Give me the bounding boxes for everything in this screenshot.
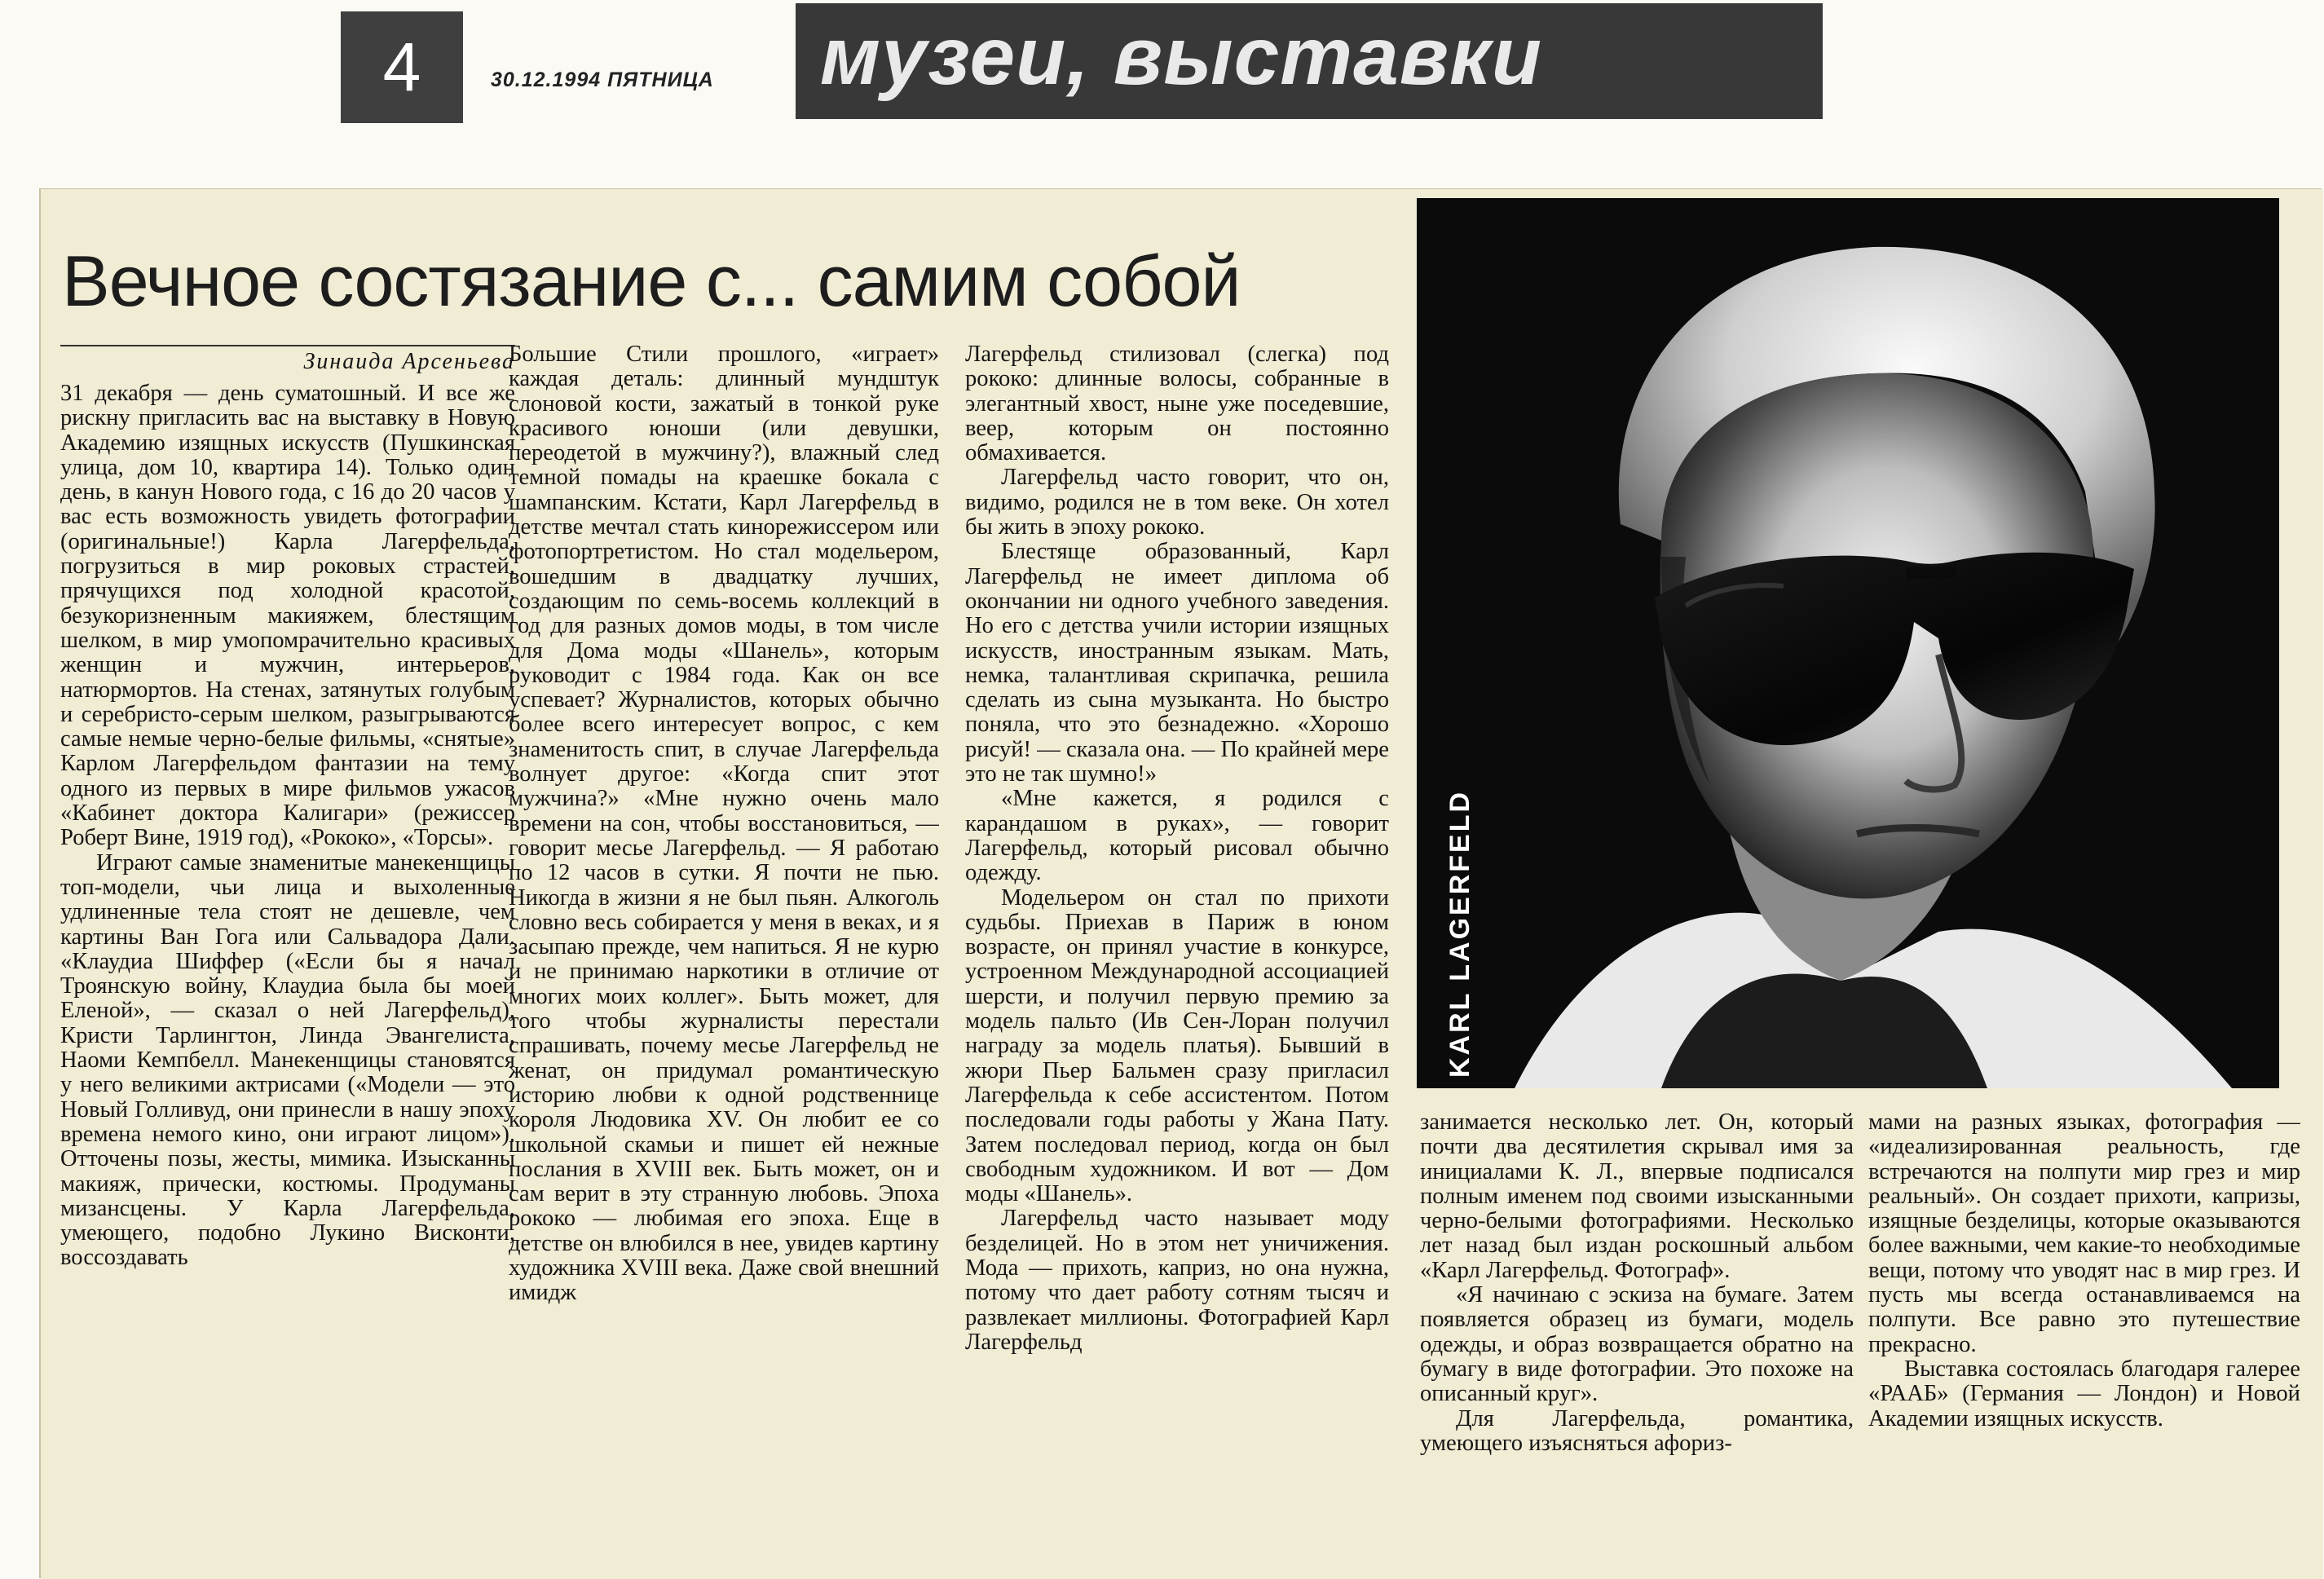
byline-rule [60, 345, 515, 346]
paragraph: Выставка состоялась благодаря галерее «РААБ» (Германия — Лондон) и Новой Академии изящных искусств. [1868, 1356, 2300, 1431]
article-column-4 [1420, 1110, 1854, 1550]
article-column-1 [60, 382, 515, 1555]
page-number: 4 [341, 11, 463, 123]
paragraph: Лагерфельд часто называет моду безделицей. Но в этом нет уничижения. Мода — прихоть, каприз, но она нужна, потому что дает работу сотням тысяч и развлекает миллионы. Фотографией Карл Лагерфельд [965, 1206, 1389, 1355]
paragraph: занимается несколько лет. Он, который почти два десятилетия скрывал имя за инициалами К. Л., впервые подписался полным именем под своими изысканными черно-белыми фотографиями. Несколько лет назад был издан роскошный альбом «Карл Лагерфельд. Фотограф». [1420, 1110, 1854, 1283]
portrait-illustration [1417, 198, 2279, 1088]
article-byline: Зинаида Арсеньева [303, 349, 515, 374]
paragraph: «Мне кажется, я родился с карандашом в руках», — говорит Лагерфельд, который рисовал обычно одежду. [965, 786, 1389, 886]
article-column-2 [509, 342, 939, 1555]
paragraph: Лагерфельд стилизовал (слегка) под рококо: длинные волосы, собранные в элегантный хвост, ныне уже поседевшие, веер, которым он постоянно обмахивается. [965, 342, 1389, 466]
issue-date: 30.12.1994 ПЯТНИЦА [491, 68, 714, 91]
paragraph: Большие Стили прошлого, «играет» каждая деталь: длинный мундштук слоновой кости, зажатый в тонкой руке красивого юноши (или девушки, переодетой в мужчину?), влажный след темной помады на краешке бокала с шампанским. Кстати, Карл Лагерфельд в детстве мечтал стать кинорежиссером или фотопортретистом. Но стал модельером, вошедшим в двадцатку лучших, создающим по семь-восемь коллекций в год для разных домов моды, в том числе для Дома моды «Шанель», которым руководит с 1984 года. Как он все успевает? Журналистов, которых обычно более всего интересует вопрос, с кем знаменитость спит, в случае Лагерфельда волнует другое: «Когда спит этот мужчина?» «Мне нужно очень мало времени на сон, чтобы восстановиться, — говорит месье Лагерфельд. — Я работаю по 12 часов в сутки. Я почти не пью. Никогда в жизни я не был пьян. Алкоголь словно весь собирается у меня в веках, и я засыпаю прежде, чем напиться. Я не курю и не принимаю наркотики в отличие от многих моих коллег». Быть может, для того чтобы журналисты перестали спрашивать, почему месье Лагерфельд не женат, он придумал романтическую историю любви к одной родственнице короля Людовика XV. Он любит ее со школьной скамьи и пишет ей нежные послания в XVIII век. Быть может, он и сам верит в эту странную любовь. Эпоха рококо — любимая его эпоха. Еще в детстве он влюбился в нее, увидев картину художника XVIII века. Даже свой внешний имидж [509, 342, 939, 1306]
paragraph: 31 декабря — день суматошный. И все же рискну пригласить вас на выставку в Новую Академию изящных искусств (Пушкинская улица, дом 10, квартира 14). Только один день, в канун Нового года, с 16 до 20 часов у вас есть возможность увидеть фотографии (оригинальные!) Карла Лагерфельда, погрузиться в мир роковых страстей, прячущихся под холодной красотой, безукоризненным макияжем, блестящим шелком, в мир умопомрачительно красивых женщин и мужчин, интерьеров, натюрмортов. На стенах, затянутых голубым и серебристо-серым шелком, разыгрываются самые немые черно-белые фильмы, «снятые» Карлом Лагерфельдом фантазии на тему одного из первых в мире фильмов ужасов «Кабинет доктора Калигари» (режиссер Роберт Вине, 1919 год), «Рококо», «Торсы». [60, 382, 515, 851]
paragraph: мами на разных языках, фотография — «идеализированная реальность, где встречаются на полпути мир грез и мир реальный». Он создает прихоти, капризы, изящные безделицы, которые оказываются более важными, чем какие-то необходимые вещи, потому что уводят нас в мир грез. И пусть мы всегда останавливаемся на полпути. Все равно это путешествие прекрасно. [1868, 1110, 2300, 1357]
paragraph: «Я начинаю с эскиза на бумаге. Затем появляется образец из бумаги, модель одежды, и образ возвращается обратно на бумагу в виде фотографии. Это похоже на описанный круг». [1420, 1282, 1854, 1407]
article-column-5 [1868, 1110, 2300, 1550]
paragraph: Играют самые знаменитые манекенщицы топ-модели, чьи лица и выхоленные удлиненные тела стоят не дешевле, чем картины Ван Гога или Сальвадора Дали. «Клаудиа Шиффер («Если бы я начал Троянскую войну, Клаудиа была бы моей Еленой», — сказал о ней Лагерфельд), Кристи Тарлингтон, Линда Эвангелиста, Наоми Кемпбелл. Манекенщицы становятся у него великими актрисами («Модели — это Новый Голливуд, они принесли в нашу эпоху времена немого кино, они играют лицом»). Отточены позы, жесты, мимика. Изысканны макияж, прически, костюмы. Продуманы мизансцены. У Карла Лагерфельда, умеющего, подобно Лукино Висконти, воссоздавать [60, 849, 515, 1271]
article-column-3 [965, 342, 1389, 1555]
portrait-photo [1417, 198, 2279, 1088]
photo-credit: KARL LAGERFELD [1444, 789, 1475, 1078]
section-banner: музеи, выставки [796, 3, 1823, 119]
paragraph: Лагерфельд часто говорит, что он, видимо, родился не в том веке. Он хотел бы жить в эпоху рококо. [965, 465, 1389, 540]
paragraph: Блестяще образованный, Карл Лагерфельд не имеет диплома об окончании ни одного учебного заведения. Но его с детства учили истории изящных искусств, иностранным языкам. Мать, немка, талантливая скрипачка, решила сделать из сына музыканта. Но быстро поняла, что это безнадежно. «Хорошо рисуй! — сказала она. — По крайней мере это не так шумно!» [965, 539, 1389, 787]
paragraph: Модельером он стал по прихоти судьбы. Приехав в Париж в юном возрасте, он принял участие в конкурсе, устроенном Международной ассоциацией шерсти, и получил первую премию за модель пальто (Ив Сен-Лоран получил награду за модель платья). Бывший в жюри Пьер Бальмен сразу пригласил Лагерфельда к себе ассистентом. Потом последовали годы работы у Жана Пату. Затем последовал период, когда он был свободным художником. И вот — Дом моды «Шанель». [965, 884, 1389, 1207]
article-headline: Вечное состязание с... самим собой [62, 240, 1241, 321]
paragraph: Для Лагерфельда, романтика, умеющего изъясняться афориз- [1420, 1405, 1854, 1456]
